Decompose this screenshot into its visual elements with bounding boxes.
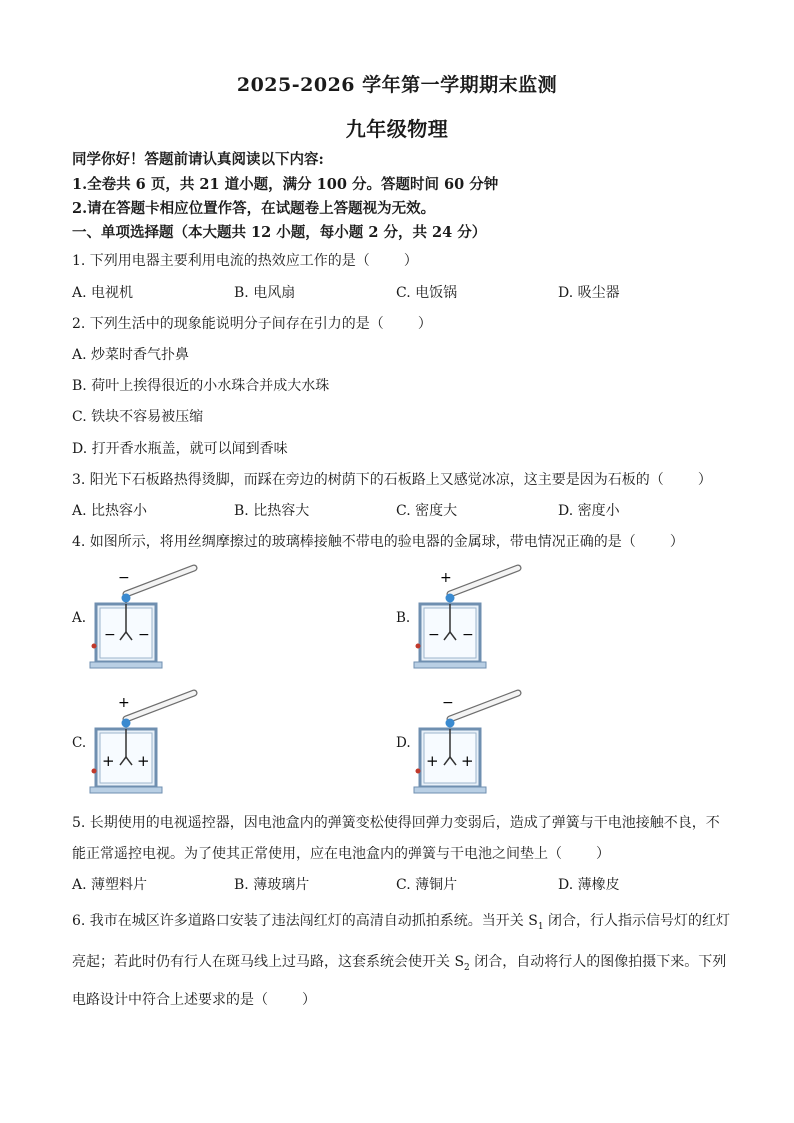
electroscope-figure-b xyxy=(408,560,538,675)
exam-title: 2025-2026 学年第一学期期末监测 xyxy=(236,74,558,96)
q6-text-1a: 6. 我市在城区许多道路口安装了违法闯红灯的高清自动抓拍系统。当开关 S xyxy=(72,913,538,929)
question-6-line-3 xyxy=(72,989,316,1009)
section-heading-1: 一、单项选择题（本大题共 12 小题，每小题 2 分，共 24 分） xyxy=(72,224,487,241)
question-2-paren-close: ） xyxy=(417,316,432,332)
intro-greeting: 同学你好！答题前请认真阅读以下内容: xyxy=(72,151,324,168)
q3-option-a: A. 比热容小 xyxy=(72,503,148,519)
question-6-line-1 xyxy=(72,910,730,932)
question-5-text: 能正常遥控电视。为了使其正常使用，应在电池盒内的弹簧与干电池之间垫上（ xyxy=(72,846,562,862)
intro-rule-1: 1.全卷共 6 页，共 21 道小题，满分 100 分。答题时间 60 分钟 xyxy=(72,176,499,193)
ground-terminal xyxy=(416,769,421,774)
switch-s2-subscript: 2 xyxy=(464,962,470,973)
q2-option-d: D. 打开香水瓶盖，就可以闻到香味 xyxy=(72,441,288,457)
q1-option-b: B. 电风扇 xyxy=(234,285,296,301)
q5-option-c: C. 薄铜片 xyxy=(396,877,458,893)
glass-rod-highlight xyxy=(126,693,194,719)
q1-option-a: A. 电视机 xyxy=(72,285,134,301)
question-1-text: 1. 下列用电器主要利用电流的热效应工作的是（ xyxy=(72,253,370,269)
q6-text-2b: 闭合，自动将行人的图像拍摄下来。下列 xyxy=(469,954,727,970)
q1-option-c: C. 电饭锅 xyxy=(396,285,458,301)
electroscope-base xyxy=(414,787,486,793)
q4-label-a: A. xyxy=(72,610,87,626)
question-2-text: 2. 下列生活中的现象能说明分子间存在引力的是（ xyxy=(72,316,384,332)
question-5-line-2 xyxy=(72,843,610,863)
question-5-paren-close: ） xyxy=(596,846,610,862)
ground-terminal xyxy=(92,644,97,649)
electroscope-figure-a xyxy=(84,560,214,675)
electroscope-figure-c xyxy=(84,685,214,800)
q5-option-b: B. 薄玻璃片 xyxy=(234,877,310,893)
rod-charge-sign: − xyxy=(442,695,454,711)
glass-rod-highlight xyxy=(126,568,194,594)
electroscope-base xyxy=(90,662,162,668)
ground-terminal xyxy=(416,644,421,649)
question-4-paren-close: ） xyxy=(669,534,684,550)
metal-ball xyxy=(122,594,131,603)
q3-option-c: C. 密度大 xyxy=(396,503,458,519)
q2-option-b: B. 荷叶上挨得很近的小水珠合并成大水珠 xyxy=(72,378,330,394)
metal-ball xyxy=(122,719,131,728)
metal-ball xyxy=(446,719,455,728)
q3-option-b: B. 比热容大 xyxy=(234,503,310,519)
question-5-line-1: 5. 长期使用的电视遥控器，因电池盒内的弹簧变松使得回弹力变弱后，造成了弹簧与干电池接触不良，不 xyxy=(72,815,720,831)
q2-option-c: C. 铁块不容易被压缩 xyxy=(72,409,204,425)
leaf-charge-right: + xyxy=(137,752,150,770)
question-3-stem xyxy=(72,469,712,489)
q3-option-d: D. 密度小 xyxy=(558,503,620,519)
rod-charge-sign: + xyxy=(440,570,452,586)
switch-s1-subscript: 1 xyxy=(537,921,544,932)
leaf-charge-right: − xyxy=(462,627,474,643)
question-4-stem xyxy=(72,531,684,551)
q6-text-3: 电路设计中符合上述要求的是（ xyxy=(72,992,268,1008)
leaf-charge-right: − xyxy=(138,627,150,643)
exam-subtitle: 九年级物理 xyxy=(345,117,449,141)
question-2-stem xyxy=(72,313,432,333)
q4-label-b: B. xyxy=(396,610,411,626)
ground-terminal xyxy=(92,769,97,774)
q6-text-1b: 闭合，行人指示信号灯的红灯 xyxy=(543,913,731,929)
glass-rod-highlight xyxy=(450,693,518,719)
electroscope-base xyxy=(90,787,162,793)
leaf-charge-right: + xyxy=(461,752,474,770)
q2-option-a: A. 炒菜时香气扑鼻 xyxy=(72,347,190,363)
question-4-text: 4. 如图所示，将用丝绸摩擦过的玻璃棒接触不带电的验电器的金属球，带电情况正确的是（ xyxy=(72,534,636,550)
rod-charge-sign: + xyxy=(118,695,130,711)
leaf-charge-left: − xyxy=(104,627,116,643)
rod-charge-sign: − xyxy=(118,570,130,586)
electroscope-base xyxy=(414,662,486,668)
question-6-paren-close: ） xyxy=(302,992,316,1008)
electroscope-figure-d xyxy=(408,685,538,800)
q1-option-d: D. 吸尘器 xyxy=(558,285,620,301)
q6-text-2a: 亮起；若此时仍有行人在斑马线上过马路，这套系统会使开关 S xyxy=(72,954,465,970)
question-1-paren-close: ） xyxy=(403,253,418,269)
leaf-charge-left: + xyxy=(426,752,439,770)
question-3-paren-close: ） xyxy=(697,472,712,488)
q4-label-c: C. xyxy=(72,735,87,751)
glass-rod-highlight xyxy=(450,568,518,594)
question-6-line-2 xyxy=(72,951,726,973)
leaf-charge-left: − xyxy=(428,627,440,643)
q5-option-a: A. 薄塑料片 xyxy=(72,877,148,893)
question-1-stem xyxy=(72,250,418,270)
question-3-text: 3. 阳光下石板路热得烫脚，而踩在旁边的树荫下的石板路上又感觉冰凉，这主要是因为石板的（ xyxy=(72,472,664,488)
leaf-charge-left: + xyxy=(102,752,115,770)
metal-ball xyxy=(446,594,455,603)
q4-label-d: D. xyxy=(396,735,411,751)
q5-option-d: D. 薄橡皮 xyxy=(558,877,620,893)
intro-rule-2: 2.请在答题卡相应位置作答，在试题卷上答题视为无效。 xyxy=(72,200,436,217)
